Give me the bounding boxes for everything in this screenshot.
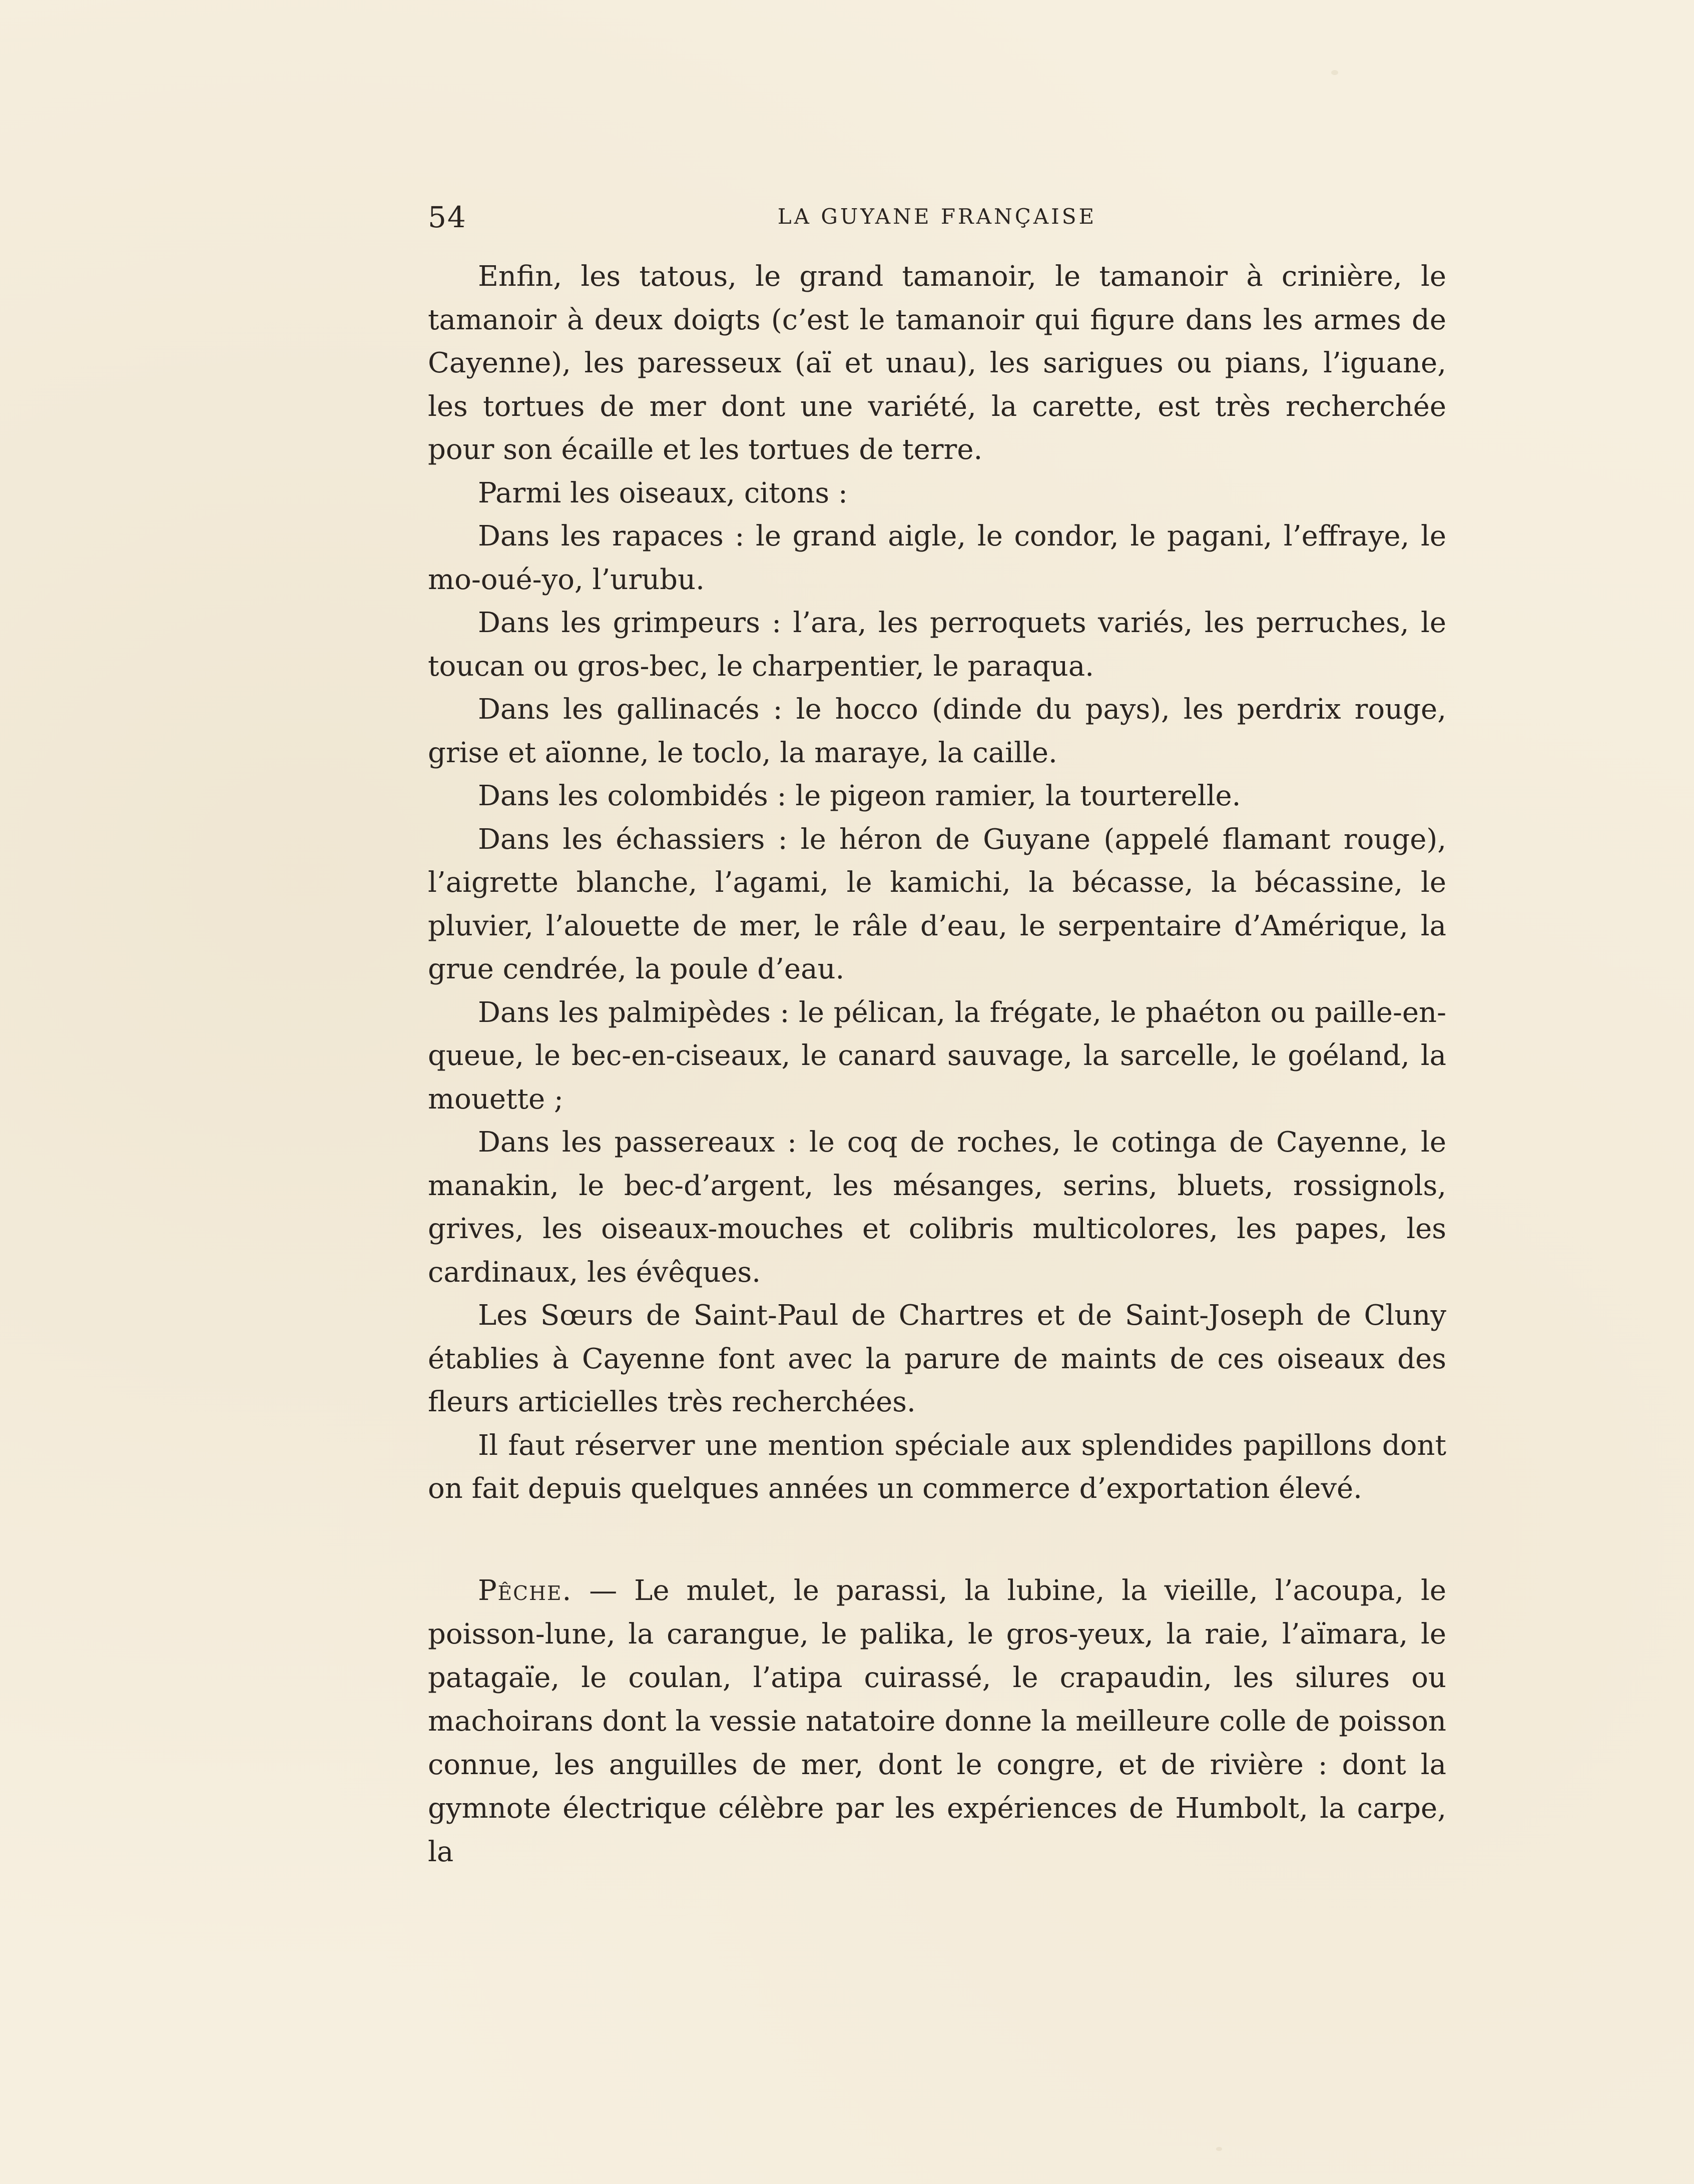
fishing-text: — Le mulet, le parassi, la lubine, la vieille, l’acoupa, le poisson-lune, la carangue, le palika, le gros-yeux, la raie, l’aïmara, le patagaïe, le coulan, l’atipa cuirassé, le crapaudin, les silures ou machoirans dont la vessie natatoire donne la meilleure colle de poisson connue, les anguilles de mer, dont le congre, et de rivière : dont la gymnote électrique célèbre par les expériences de Humbolt, la carpe, la xyxy=(428,1574,1446,1868)
page-number: 54 xyxy=(428,200,467,234)
paragraph-sisters: Les Sœurs de Saint-Paul de Chartres et de Saint-Joseph de Cluny établies à Cayenne font avec la parure de maints de ces oiseaux des fleurs articielles très recherchées. xyxy=(428,1299,1446,1418)
fishing-heading: Pêche. xyxy=(478,1574,573,1607)
paragraph-gallinaceans: Dans les gallinacés : le hocco (dinde du pays), les perdrix rouge, grise et aïonne, le toclo, la maraye, la caille. xyxy=(428,693,1446,769)
paragraph-palmipeds: Dans les palmipèdes : le pélican, la frégate, le phaéton ou paille-en-queue, le bec-en-ciseaux, le canard sauvage, la sarcelle, le goéland, la mouette ; xyxy=(428,996,1446,1116)
paragraph-mammals: Enfin, les tatous, le grand tamanoir, le tamanoir à crinière, le tamanoir à deux doigts (c’est le tamanoir qui figure dans les armes de Cayenne), les paresseux (aï et unau), les sarigues ou pians, l’iguane, les tortues de mer dont une variété, la carette, est très recherchée pour son écaille et les tortues de terre. xyxy=(428,260,1446,466)
paragraph-raptors: Dans les rapaces : le grand aigle, le condor, le pagani, l’effraye, le mo-oué-yo, l’urubu. xyxy=(428,520,1446,596)
paragraph-columbids: Dans les colombidés : le pigeon ramier, la tourterelle. xyxy=(478,780,1241,812)
paper-spot xyxy=(1216,2147,1222,2151)
page-header xyxy=(428,200,1446,235)
paragraph-birds-intro: Parmi les oiseaux, citons : xyxy=(478,476,848,509)
fishing-section xyxy=(428,1569,1446,1874)
paragraph-climbers: Dans les grimpeurs : l’ara, les perroquets variés, les perruches, le toucan ou gros-bec, le charpentier, le paraqua. xyxy=(428,607,1446,683)
paper-spot xyxy=(1331,70,1338,75)
paragraph-passerines: Dans les passereaux : le coq de roches, le cotinga de Cayenne, le manakin, le bec-d’argent, les mésanges, serins, bluets, rossignols, grives, les oiseaux-mouches et colibris multicolores, les papes, les cardinaux, les évêques. xyxy=(428,1126,1446,1289)
main-text xyxy=(428,255,1446,1511)
paragraph-butterflies: Il faut réserver une mention spéciale aux splendides papillons dont on fait depuis quelques années un commerce d’exportation élevé. xyxy=(428,1429,1446,1505)
paragraph-fishing xyxy=(428,1569,1446,1874)
running-title: LA GUYANE FRANÇAISE xyxy=(777,204,1097,229)
paragraph-waders: Dans les échassiers : le héron de Guyane (appelé flamant rouge), l’aigrette blanche, l’agami, le kamichi, la bécasse, la bécassine, le pluvier, l’alouette de mer, le râle d’eau, le serpentaire d’Amérique, la grue cendrée, la poule d’eau. xyxy=(428,823,1446,985)
